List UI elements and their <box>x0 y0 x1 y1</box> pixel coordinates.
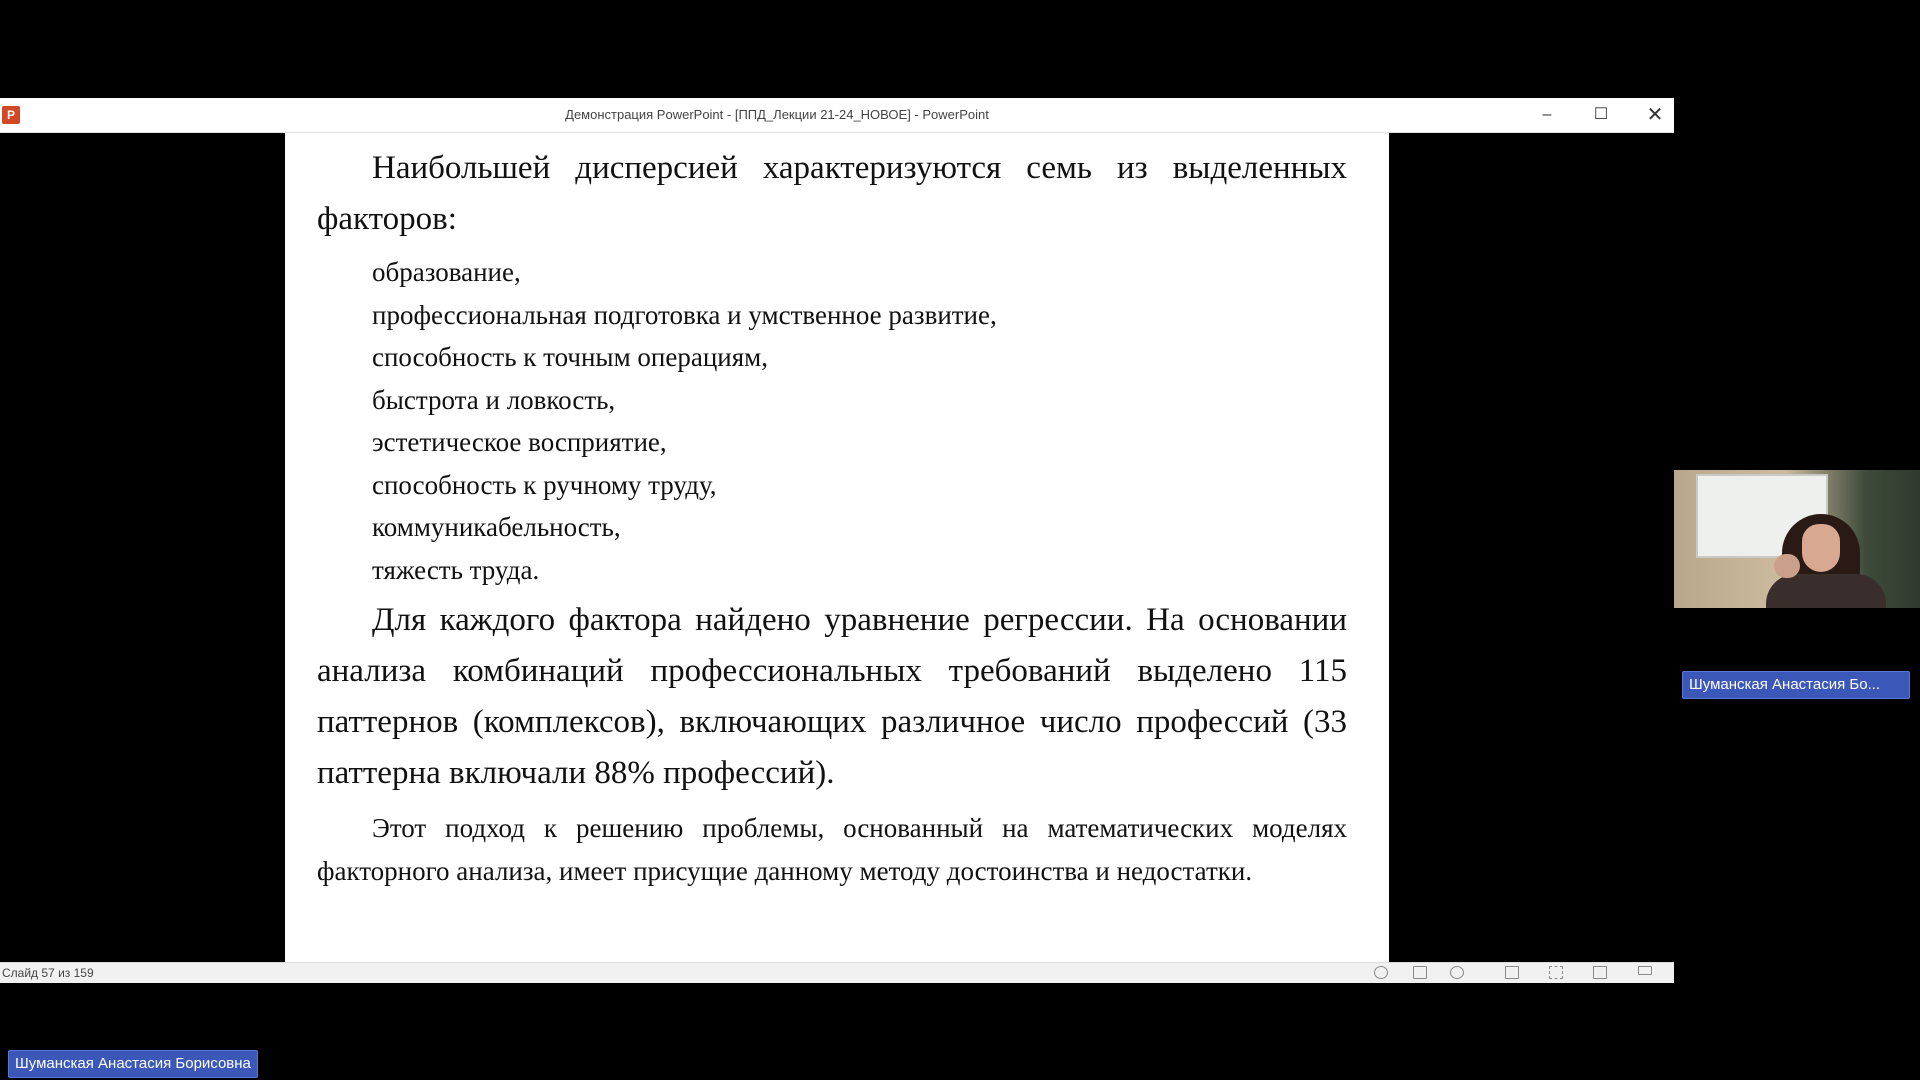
participant-name-badge: Шуманская Анастасия Бо... <box>1682 671 1910 699</box>
list-item: образование, <box>372 257 521 287</box>
powerpoint-app-icon: P <box>2 106 20 124</box>
list-item: быстрота и ловкость, <box>372 384 616 415</box>
accessibility-icon[interactable] <box>1374 966 1388 979</box>
slideshow-area[interactable] <box>0 133 1674 962</box>
participant-video[interactable] <box>1674 470 1920 608</box>
close-button[interactable]: ✕ <box>1646 104 1664 126</box>
slide-counter: Слайд 57 из 159 <box>2 966 94 980</box>
slideshow-view-icon[interactable] <box>1638 966 1652 975</box>
list-item: эстетическое восприятие, <box>372 427 667 457</box>
list-item: коммуникабельность, <box>372 512 621 542</box>
video-person-hand <box>1774 554 1800 578</box>
reading-view-icon[interactable] <box>1593 966 1607 979</box>
window-title: Демонстрация PowerPoint - [ППД_Лекции 21-24_НОВОЕ] - PowerPoint <box>565 107 989 122</box>
factor-list <box>317 251 1347 591</box>
list-item: профессиональная подготовка и умственное развитие, <box>372 299 997 330</box>
window-titlebar <box>0 98 1674 133</box>
list-item: способность к ручному труду, <box>372 469 717 500</box>
notes-icon[interactable] <box>1413 966 1427 979</box>
presenter-name-badge: Шуманская Анастасия Борисовна <box>8 1050 258 1078</box>
video-person-face <box>1802 524 1840 572</box>
slide-sorter-icon[interactable] <box>1549 966 1563 979</box>
pointer-options-icon[interactable] <box>1450 966 1464 979</box>
closing-paragraph: Этот подход к решению проблемы, основанный на математических моделях факторного анализа, имеет присущие данному методу достоинства и недостатки. <box>317 813 1347 886</box>
slide-intro-text: Наибольшей дисперсией характеризуются семь из выделенных факторов: <box>317 150 1347 237</box>
minimize-button[interactable]: – <box>1542 106 1552 123</box>
maximize-button[interactable]: ☐ <box>1593 106 1609 123</box>
status-bar <box>0 962 1674 983</box>
normal-view-icon[interactable] <box>1505 966 1519 979</box>
video-person-body <box>1766 574 1886 608</box>
regression-paragraph: Для каждого фактора найдено уравнение регрессии. На основании анализа комбинаций профессиональных требований выделено 115 паттернов (комплексов), включающих различное число профессий (33 паттерна включали 88% профессий). <box>317 602 1347 791</box>
list-item: способность к точным операциям, <box>372 342 768 372</box>
list-item: тяжесть труда. <box>372 554 540 585</box>
slide[interactable] <box>285 133 1389 962</box>
powerpoint-window <box>0 98 1674 982</box>
